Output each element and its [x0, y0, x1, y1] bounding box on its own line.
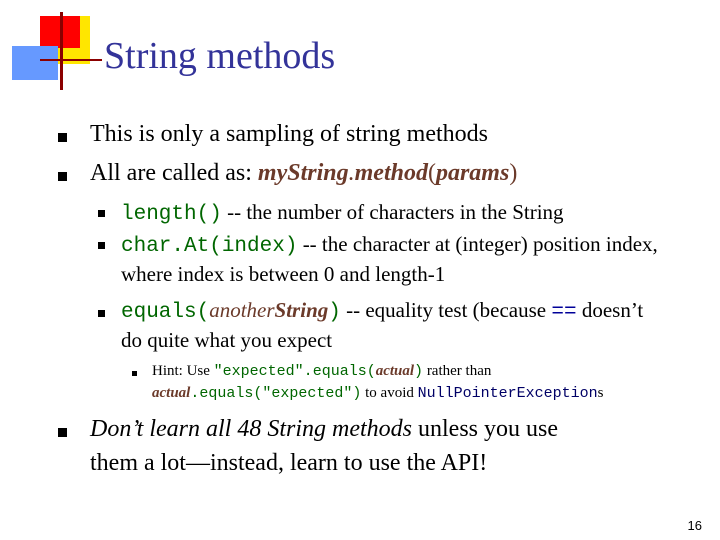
sub-bullet-marker — [98, 210, 105, 217]
hint-suffix: s — [597, 385, 604, 401]
equals-arg: another — [209, 298, 275, 322]
equals-operator: == — [551, 301, 577, 324]
bullet-marker — [58, 133, 67, 142]
hint-code-close: ) — [414, 363, 424, 380]
code-length: length() — [121, 203, 222, 226]
decor-horizontal-line — [40, 59, 102, 61]
sub-bullet-length — [121, 200, 564, 226]
called-as-prefix: All are called as: — [90, 160, 258, 186]
bullet-called-as — [90, 160, 517, 187]
bullet-marker — [58, 428, 67, 437]
page-number: 16 — [687, 518, 702, 533]
length-desc: -- the number of characters in the String — [221, 200, 564, 224]
equals-desc-end: doesn’t — [576, 298, 644, 322]
slide-title: String methods — [104, 35, 336, 77]
hint-mid-2: to avoid — [361, 385, 418, 401]
charat-desc: -- the character at (integer) position index, — [297, 232, 658, 256]
sub-bullet-charat — [121, 232, 658, 258]
hint-code-equals-expected: .equals("expected") — [190, 385, 362, 402]
called-as-rparen: ) — [509, 160, 518, 186]
charat-continuation: where index is between 0 and length-1 — [121, 262, 446, 286]
hint-line-1 — [152, 363, 491, 380]
hint-mid: rather than — [423, 363, 492, 379]
called-as-obj-bold: String — [287, 160, 349, 186]
decor-vertical-line — [60, 12, 63, 90]
sub-bullet-marker — [98, 310, 105, 317]
called-as-dot: . — [348, 160, 355, 186]
decor-blue-square — [12, 46, 58, 80]
code-equals-close: ) — [328, 301, 341, 324]
bullet-marker — [58, 172, 67, 181]
called-as-obj: my — [257, 160, 288, 186]
code-charat: char.At(index) — [121, 235, 298, 258]
equals-arg-bold: String — [274, 298, 329, 322]
called-as-method: method — [354, 160, 428, 186]
bullet-sampling: This is only a sampling of string methods — [90, 121, 488, 147]
sub-bullet-equals — [121, 298, 643, 324]
called-as-params: params — [435, 160, 510, 186]
sub-bullet-marker — [98, 242, 105, 249]
hint-exception: NullPointerException — [417, 385, 598, 402]
equals-desc: -- equality test (because — [340, 298, 552, 322]
equals-continuation: do quite what you expect — [121, 328, 333, 352]
hint-code-expected: "expected".equals( — [213, 363, 376, 380]
hint-arg-actual-2: actual — [152, 385, 191, 401]
dont-learn-rest: unless you use — [412, 416, 558, 442]
bullet-dont-learn — [90, 416, 558, 443]
called-as-lparen: ( — [427, 160, 436, 186]
hint-arg-actual: actual — [375, 363, 415, 379]
hint-prefix: Hint: Use — [152, 363, 214, 379]
dont-learn-continuation: them a lot—instead, learn to use the API! — [90, 450, 488, 476]
hint-bullet-marker — [132, 371, 137, 376]
dont-learn-italic: Don’t learn all 48 String methods — [90, 416, 412, 442]
code-equals-open: equals( — [121, 301, 210, 324]
hint-line-2 — [152, 385, 604, 402]
